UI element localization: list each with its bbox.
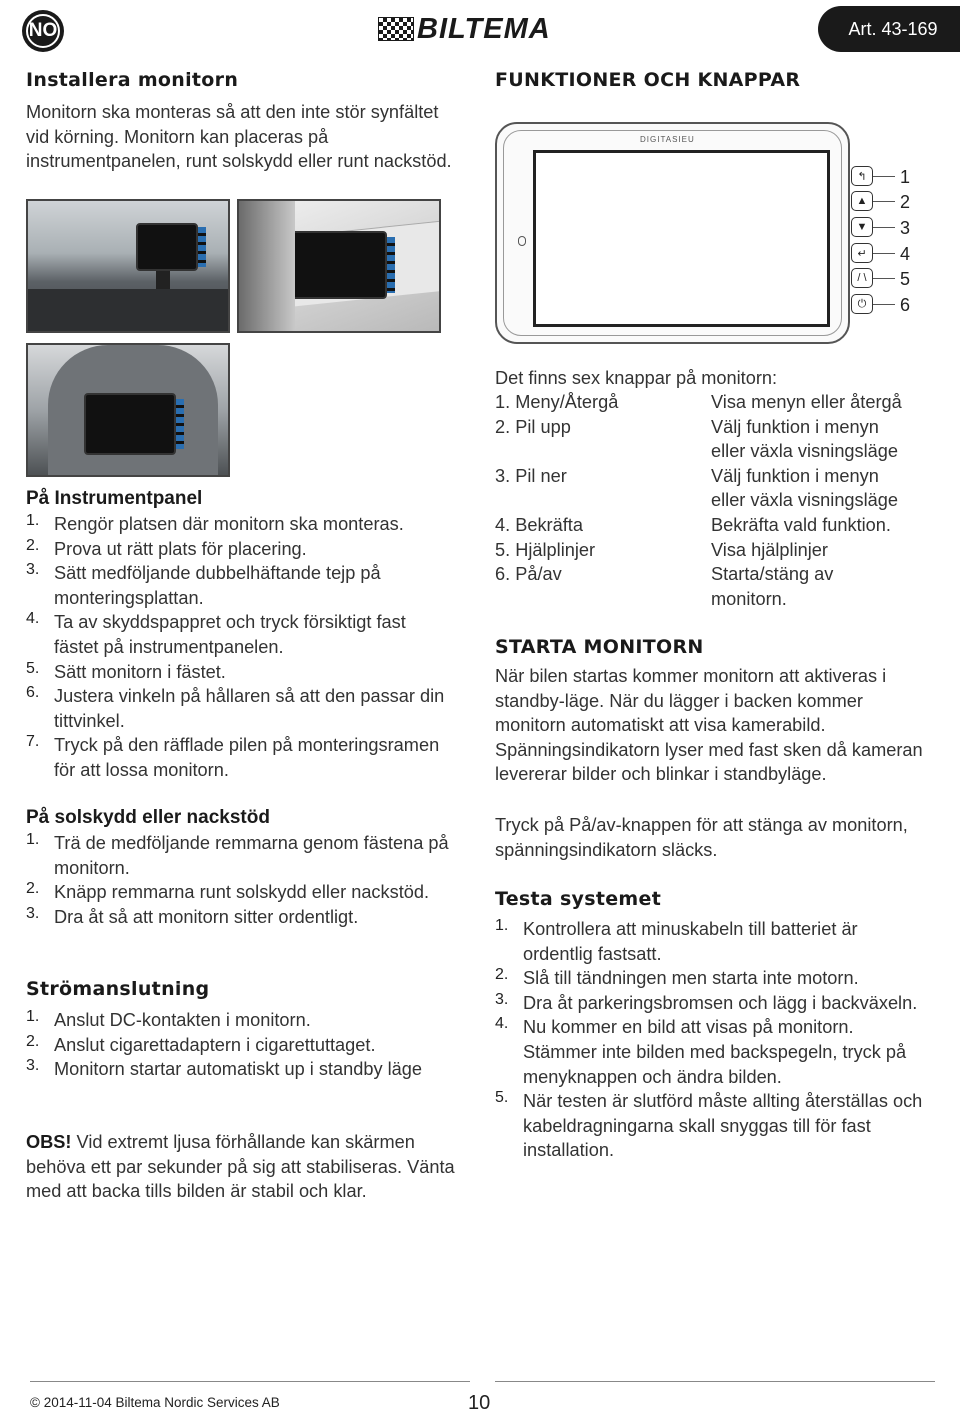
table-row bbox=[495, 538, 935, 563]
button-desc: Starta/stäng av bbox=[711, 564, 834, 585]
step-number: 2. bbox=[26, 1032, 40, 1050]
monitor-screen bbox=[533, 150, 830, 327]
start-title: STARTA MONITORN bbox=[495, 636, 704, 658]
button-desc: Visa hjälplinjer bbox=[711, 539, 828, 560]
callout-number: 2 bbox=[900, 192, 911, 212]
buttons-table bbox=[495, 390, 935, 611]
button-desc: Visa menyn eller återgå bbox=[711, 392, 902, 412]
step-text: Justera vinkeln på hållaren så att den passar din tittvinkel. bbox=[54, 686, 445, 731]
list-item bbox=[26, 660, 466, 685]
list-item bbox=[495, 1015, 935, 1089]
button-desc: Välj funktion i menyn bbox=[711, 465, 879, 486]
list-item bbox=[495, 1089, 935, 1163]
step-text: Dra åt parkeringsbromsen och lägg i backväxeln. bbox=[523, 992, 918, 1013]
arrow-up-icon[interactable]: ▲ bbox=[851, 191, 873, 211]
table-row bbox=[495, 513, 935, 538]
step-number: 3. bbox=[26, 561, 40, 579]
menu-back-icon[interactable]: ↰ bbox=[851, 166, 873, 186]
monitor-brand: DIGITASIEU bbox=[640, 135, 695, 144]
buttons-intro: Det finns sex knappar på monitorn: bbox=[495, 368, 778, 388]
button-name: 5. Hjälplinjer bbox=[495, 539, 596, 560]
table-row bbox=[495, 390, 935, 415]
step-number: 1. bbox=[26, 512, 40, 529]
step-text: Sätt monitorn i fästet. bbox=[54, 661, 226, 682]
list-item bbox=[26, 684, 466, 733]
step-text: Ta av skyddspappret och tryck försiktigt fast fästet på instrumentpanelen. bbox=[54, 612, 406, 657]
step-number: 3. bbox=[495, 990, 509, 1008]
step-text: Trä de medföljande remmarna genom fästena på monitorn. bbox=[54, 833, 449, 878]
install-text: Monitorn ska monteras så att den inte stör synfältet vid körning. Monitorn kan placeras på instrumentpanelen, runt solskydd eller runt nackstöd. bbox=[26, 102, 452, 172]
step-text: När testen är slutförd måste allting återställas och kabeldragningarna skall snyggas till för fast installation. bbox=[523, 1091, 923, 1161]
photo-dashboard-mount bbox=[26, 199, 230, 333]
step-number: 1. bbox=[26, 1008, 40, 1025]
sunvisor-steps bbox=[26, 831, 466, 929]
footer-divider bbox=[30, 1381, 470, 1382]
button-name: 3. Pil ner bbox=[495, 465, 567, 486]
button-desc: eller växla visningsläge bbox=[711, 441, 899, 462]
callout-line bbox=[873, 176, 895, 177]
table-row bbox=[495, 562, 935, 587]
photo-sunvisor-mount bbox=[237, 199, 441, 333]
obs-note bbox=[26, 1130, 466, 1204]
panel-steps bbox=[26, 512, 466, 783]
arrow-down-icon[interactable]: ▼ bbox=[851, 217, 873, 237]
step-number: 2. bbox=[26, 536, 40, 554]
list-item bbox=[26, 610, 466, 659]
step-text: Sätt medföljande dubbelhäftande tejp på monteringsplattan. bbox=[54, 563, 381, 608]
photo-headrest-mount bbox=[26, 343, 230, 477]
step-number: 1. bbox=[495, 917, 509, 934]
button-name: 1. Meny/Återgå bbox=[495, 392, 619, 412]
step-text: Kontrollera att minuskabeln till batteriet är ordentlig fastsatt. bbox=[523, 919, 858, 964]
power-icon[interactable]: ⏻ bbox=[851, 294, 873, 314]
list-item bbox=[26, 733, 466, 782]
table-row bbox=[495, 488, 935, 513]
callout-line bbox=[873, 304, 895, 305]
step-text: Nu kommer en bild att visas på monitorn. Stämmer inte bilden med backspegeln, tryck på menyknappen och ändra bilden. bbox=[523, 1017, 907, 1087]
panel-title: På Instrumentpanel bbox=[26, 488, 203, 509]
list-item bbox=[26, 905, 466, 930]
table-row bbox=[495, 587, 935, 612]
list-item bbox=[26, 561, 466, 610]
functions-title: FUNKTIONER OCH KNAPPAR bbox=[495, 69, 801, 91]
button-desc: Välj funktion i menyn bbox=[711, 416, 879, 437]
step-number: 6. bbox=[26, 684, 40, 702]
list-item bbox=[495, 966, 935, 991]
callout-line bbox=[873, 227, 895, 228]
step-number: 3. bbox=[26, 1057, 40, 1075]
button-desc: monitorn. bbox=[711, 588, 787, 609]
step-text: Monitorn startar automatiskt up i standby läge bbox=[54, 1059, 422, 1080]
callout-number: 5 bbox=[900, 269, 911, 289]
step-text: Dra åt så att monitorn sitter ordentligt. bbox=[54, 906, 359, 927]
callout-number: 1 bbox=[900, 167, 911, 187]
callout-number: 6 bbox=[900, 295, 911, 315]
list-item bbox=[26, 1057, 466, 1082]
callout-line bbox=[873, 201, 895, 202]
obs-text: Vid extremt ljusa förhållande kan skärmen behöva ett par sekunder på sig att stabiliseras. Vänta med att backa tills bilden är stabil och klar. bbox=[26, 1132, 455, 1202]
step-text: Anslut cigarettadaptern i cigarettuttaget. bbox=[54, 1034, 376, 1055]
table-row bbox=[495, 439, 935, 464]
step-number: 4. bbox=[495, 1015, 509, 1033]
test-title: Testa systemet bbox=[495, 888, 662, 910]
step-number: 7. bbox=[26, 733, 40, 751]
button-name: 6. På/av bbox=[495, 564, 562, 585]
step-number: 2. bbox=[26, 880, 40, 898]
list-item bbox=[495, 917, 935, 966]
list-item bbox=[26, 1033, 466, 1058]
callout-number: 4 bbox=[900, 244, 911, 264]
callout-line bbox=[873, 253, 895, 254]
button-name: 4. Bekräfta bbox=[495, 514, 583, 535]
list-item bbox=[26, 1008, 466, 1033]
guide-lines-icon[interactable]: / \ bbox=[851, 268, 873, 288]
callout-number: 3 bbox=[900, 218, 911, 238]
enter-icon[interactable]: ↵ bbox=[851, 243, 873, 263]
step-text: Anslut DC-kontakten i monitorn. bbox=[54, 1010, 311, 1030]
step-text: Tryck på den räfflade pilen på monteringsramen för att lossa monitorn. bbox=[54, 735, 440, 780]
list-item bbox=[26, 512, 466, 537]
copyright: © 2014-11-04 Biltema Nordic Services AB bbox=[30, 1395, 280, 1410]
button-desc: Bekräfta vald funktion. bbox=[711, 514, 891, 535]
list-item bbox=[26, 831, 466, 880]
power-steps bbox=[26, 1008, 466, 1082]
start-text-1: När bilen startas kommer monitorn att aktiveras i standby-läge. När du lägger i backen kommer monitorn automatiskt att visa kamerabild. Spänningsindikatorn lyser med fast sken då kameran levererar bilder och blinkar i standbyläge. bbox=[495, 666, 923, 785]
brand-logo bbox=[378, 14, 551, 44]
step-number: 3. bbox=[26, 904, 40, 922]
obs-label: OBS! bbox=[26, 1132, 72, 1152]
table-row bbox=[495, 415, 935, 440]
list-item bbox=[26, 537, 466, 562]
sunvisor-title: På solskydd eller nackstöd bbox=[26, 807, 270, 828]
list-item bbox=[495, 991, 935, 1016]
language-badge bbox=[22, 10, 64, 52]
step-number: 2. bbox=[495, 966, 509, 984]
test-steps bbox=[495, 917, 935, 1163]
checkered-flag-icon bbox=[378, 17, 414, 41]
start-text-2: Tryck på På/av-knappen för att stänga av monitorn, spänningsindikatorn släcks. bbox=[495, 815, 908, 860]
button-name: 2. Pil upp bbox=[495, 416, 571, 437]
step-number: 5. bbox=[495, 1089, 509, 1107]
power-title: Strömanslutning bbox=[26, 978, 210, 1000]
footer-divider bbox=[495, 1381, 935, 1382]
install-title: Installera monitorn bbox=[26, 69, 239, 91]
language-code: NO bbox=[26, 14, 60, 48]
article-number: Art. 43-169 bbox=[818, 6, 960, 52]
step-text: Rengör platsen där monitorn ska monteras. bbox=[54, 514, 404, 534]
step-number: 5. bbox=[26, 659, 40, 677]
table-row bbox=[495, 464, 935, 489]
list-item bbox=[26, 880, 466, 905]
brand-name: BILTEMA bbox=[417, 12, 551, 45]
step-number: 4. bbox=[26, 610, 40, 628]
page-number: 10 bbox=[468, 1392, 491, 1414]
step-text: Prova ut rätt plats för placering. bbox=[54, 538, 307, 559]
page-header bbox=[0, 0, 960, 60]
step-number: 1. bbox=[26, 831, 40, 848]
step-text: Knäpp remmarna runt solskydd eller nackstöd. bbox=[54, 882, 430, 903]
button-desc: eller växla visningsläge bbox=[711, 490, 899, 511]
indicator-led bbox=[518, 236, 526, 246]
step-text: Slå till tändningen men starta inte motorn. bbox=[523, 968, 859, 989]
callout-line bbox=[873, 278, 895, 279]
